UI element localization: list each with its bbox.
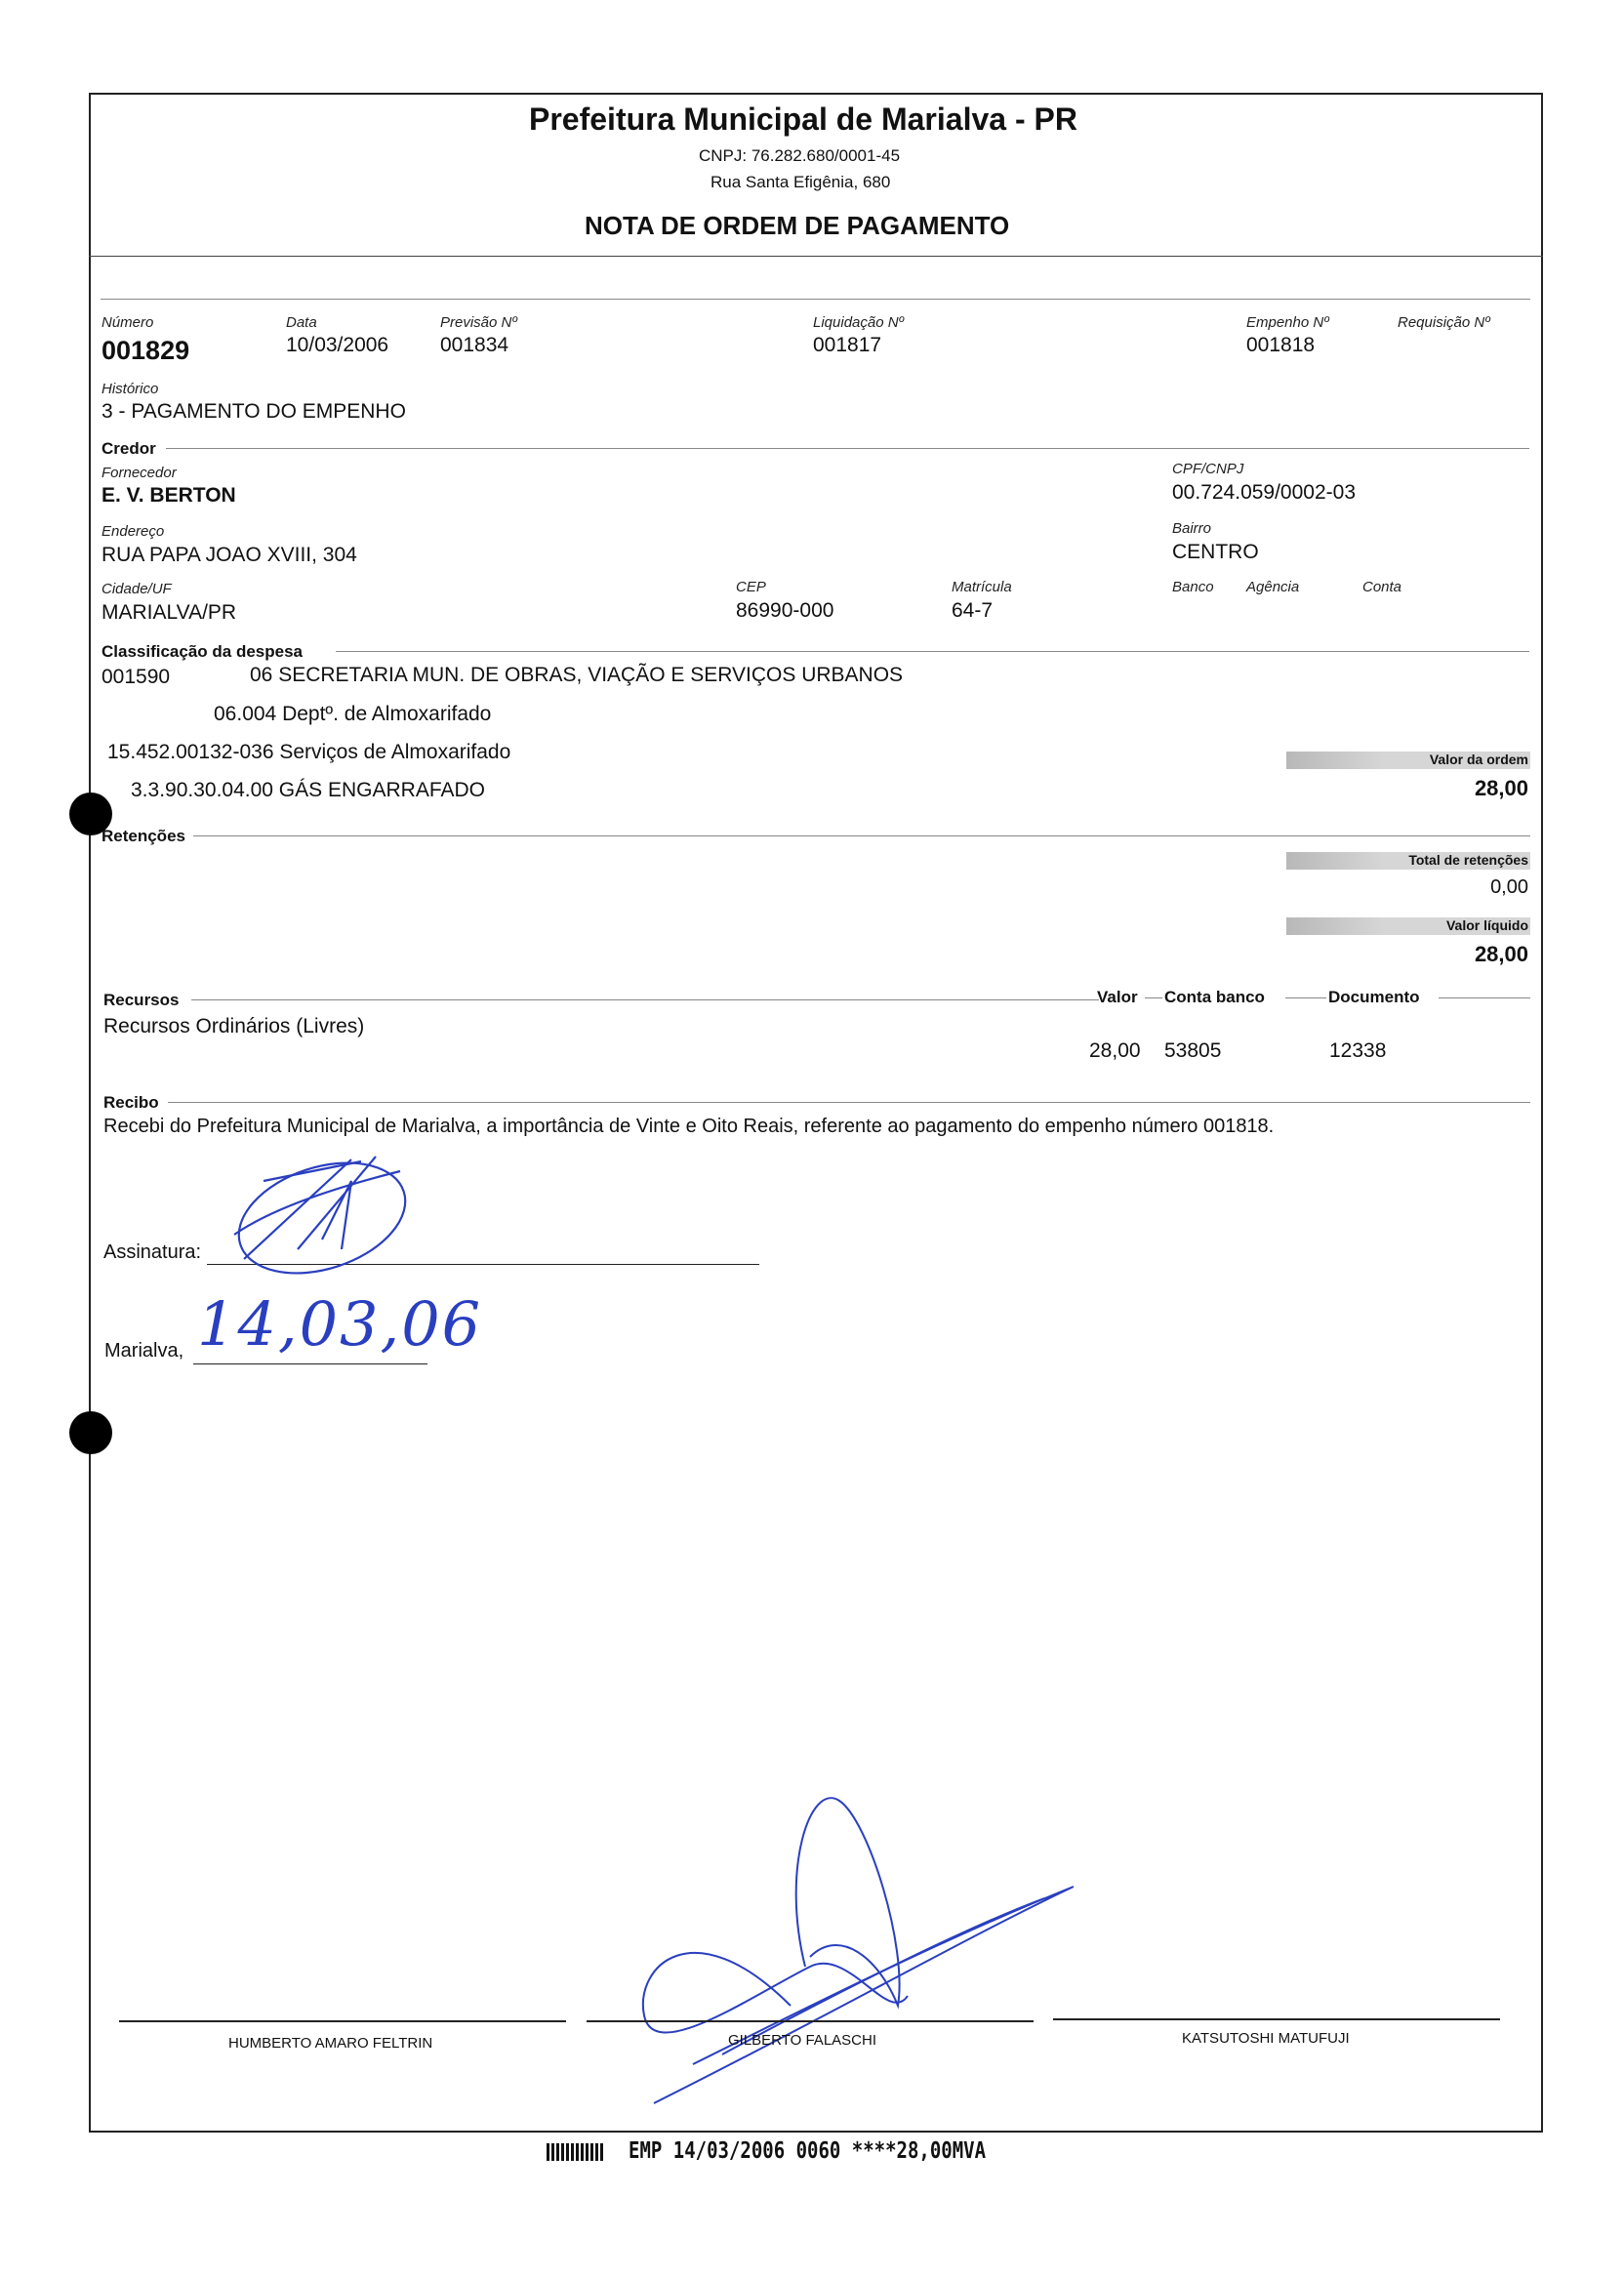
local-date-line	[193, 1363, 427, 1364]
cep-value: 86990-000	[736, 599, 834, 622]
recursos-documento-label: Documento	[1328, 988, 1420, 1006]
endereco-value: RUA PAPA JOAO XVIII, 304	[102, 544, 357, 566]
recursos-section: Recursos	[103, 991, 180, 1009]
recibo-signature-icon	[205, 1142, 420, 1308]
valor-liquido-value: 28,00	[1474, 942, 1528, 966]
bank-stamp: EMP 14/03/2006 0060 ****28,00MVA	[629, 2137, 987, 2165]
valor-ordem-label: Valor da ordem	[1429, 752, 1528, 767]
document-title: NOTA DE ORDEM DE PAGAMENTO	[585, 211, 1010, 240]
retencoes-rule	[193, 835, 1530, 836]
valor-ordem-value: 28,00	[1474, 776, 1528, 800]
classificacao-elemento: 3.3.90.30.04.00 GÁS ENGARRAFADO	[131, 779, 486, 801]
previsao-label: Previsão Nº	[440, 314, 517, 331]
recursos-documento: 12338	[1329, 1039, 1387, 1062]
classificacao-section: Classificação da despesa	[102, 642, 304, 661]
recibo-section: Recibo	[103, 1093, 159, 1112]
local-label: Marialva,	[104, 1340, 184, 1362]
banco-label: Banco	[1172, 579, 1214, 595]
fornecedor-value: E. V. BERTON	[102, 484, 236, 507]
cep-label: CEP	[736, 579, 766, 595]
recursos-rule-3	[1285, 997, 1326, 998]
classificacao-codigo: 001590	[102, 666, 171, 688]
historico-label: Histórico	[102, 381, 159, 397]
liquidacao-value: 001817	[813, 334, 882, 356]
recibo-text: Recebi do Prefeitura Municipal de Marialva, a importância de Vinte e Oito Reais, referente ao pagamento do empenho número 001818.	[103, 1116, 1275, 1137]
recursos-valor: 28,00	[1089, 1039, 1141, 1062]
signatory-1: HUMBERTO AMARO FELTRIN	[228, 2035, 433, 2052]
total-retencoes-label: Total de retenções	[1408, 852, 1528, 868]
endereco-label: Endereço	[102, 523, 165, 540]
punch-hole-bottom	[69, 1411, 112, 1454]
retencoes-section: Retenções	[102, 827, 185, 845]
bairro-value: CENTRO	[1172, 541, 1259, 563]
cpf-label: CPF/CNPJ	[1172, 461, 1244, 477]
previsao-value: 001834	[440, 334, 509, 356]
header-address: Rua Santa Efigênia, 680	[710, 173, 891, 191]
recursos-rule-4	[1439, 997, 1530, 998]
empenho-label: Empenho Nº	[1246, 314, 1329, 331]
recursos-conta: 53805	[1164, 1039, 1222, 1062]
header-divider-2	[101, 299, 1530, 300]
recursos-conta-label: Conta banco	[1164, 988, 1265, 1006]
agencia-label: Agência	[1246, 579, 1300, 595]
signatory-2: GILBERTO FALASCHI	[728, 2032, 876, 2049]
numero-value: 001829	[102, 336, 190, 365]
data-label: Data	[286, 314, 317, 331]
assinatura-label: Assinatura:	[103, 1241, 202, 1263]
recursos-rule-2	[1145, 997, 1162, 998]
page-title: Prefeitura Municipal de Marialva - PR	[529, 102, 1077, 137]
liquidacao-label: Liquidação Nº	[813, 314, 905, 331]
header-divider	[89, 256, 1543, 257]
credor-rule	[166, 448, 1529, 449]
data-value: 10/03/2006	[286, 334, 389, 356]
cidade-value: MARIALVA/PR	[102, 601, 237, 624]
recursos-descricao: Recursos Ordinários (Livres)	[103, 1015, 365, 1037]
empenho-value: 001818	[1246, 334, 1316, 356]
classificacao-funcional: 15.452.00132-036 Serviços de Almoxarifado	[107, 741, 511, 763]
bank-stamp-logo	[547, 2143, 605, 2161]
matricula-value: 64-7	[952, 599, 994, 622]
classificacao-rule	[336, 651, 1529, 652]
matricula-label: Matrícula	[952, 579, 1012, 595]
numero-label: Número	[102, 314, 154, 331]
requisicao-label: Requisição Nº	[1398, 314, 1490, 331]
bairro-label: Bairro	[1172, 520, 1212, 537]
recursos-rule	[191, 999, 1099, 1000]
large-signature-icon	[615, 1771, 1083, 2118]
signature-line-3	[1053, 2018, 1500, 2020]
signature-line-1	[119, 2020, 566, 2022]
historico-value: 3 - PAGAMENTO DO EMPENHO	[102, 400, 406, 423]
classificacao-orgao: 06 SECRETARIA MUN. DE OBRAS, VIAÇÃO E SERVIÇOS URBANOS	[250, 664, 904, 686]
header-cnpj: CNPJ: 76.282.680/0001-45	[699, 146, 901, 165]
recibo-rule	[168, 1102, 1530, 1103]
signatory-3: KATSUTOSHI MATUFUJI	[1182, 2030, 1350, 2047]
credor-section: Credor	[102, 439, 156, 458]
fornecedor-label: Fornecedor	[102, 465, 177, 481]
classificacao-unidade: 06.004 Deptº. de Almoxarifado	[214, 703, 492, 725]
cpf-value: 00.724.059/0002-03	[1172, 481, 1357, 504]
signature-line-2	[587, 2020, 1034, 2022]
cidade-label: Cidade/UF	[102, 581, 172, 597]
conta-label: Conta	[1362, 579, 1402, 595]
total-retencoes-value: 0,00	[1490, 876, 1528, 898]
valor-liquido-label: Valor líquido	[1445, 917, 1528, 933]
handwritten-date: 14,03,06	[197, 1288, 483, 1360]
recursos-valor-label: Valor	[1097, 988, 1138, 1006]
